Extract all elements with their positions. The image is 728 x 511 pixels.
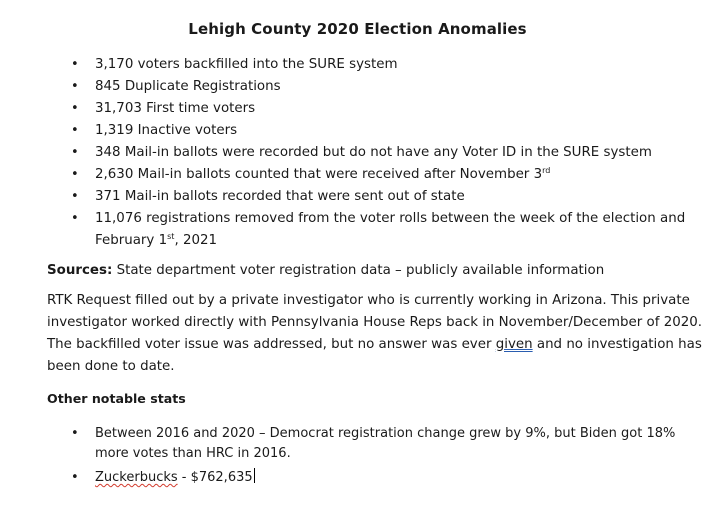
- list-item: • 3,170 voters backfilled into the SURE system: [47, 54, 708, 76]
- list-item: • 348 Mail-in ballots were recorded but do not have any Voter ID in the SURE system: [47, 142, 708, 164]
- list-item: • 2,630 Mail-in ballots counted that were received after November 3rd: [47, 164, 708, 186]
- list-item: • 1,319 Inactive voters: [47, 120, 708, 142]
- bullet-icon: •: [71, 57, 79, 72]
- list-item: • 845 Duplicate Registrations: [47, 76, 708, 98]
- text-cursor: [254, 468, 255, 483]
- given-word: given: [495, 337, 533, 352]
- list-item: • Zuckerbucks - $762,635: [47, 468, 708, 488]
- bullet-icon: •: [71, 145, 79, 160]
- sources-paragraph: Sources: State department voter registration data – publicly available information: [47, 263, 605, 278]
- spellcheck-word: Zuckerbucks: [95, 470, 178, 485]
- bullet-icon: •: [71, 426, 79, 441]
- document-title: Lehigh County 2020 Election Anomalies: [188, 20, 527, 38]
- list-item: • 31,703 First time voters: [47, 98, 708, 120]
- bullet-icon: •: [71, 167, 79, 182]
- rtk-paragraph: RTK Request filled out by a private investigator who is currently working in Arizona. This private investigator worked directly with Pennsylvania House Reps back in November/December of 2020. The backfilled voter issue was addressed, but no answer was ever given and no investigation has been done to date.: [47, 293, 703, 374]
- list-item: • 11,076 registrations removed from the voter rolls between the week of the election and February 1st, 2021: [47, 208, 708, 252]
- bullet-icon: •: [71, 79, 79, 94]
- other-stats-list: [47, 424, 708, 488]
- bullet-icon: •: [71, 211, 79, 226]
- bullet-icon: •: [71, 189, 79, 204]
- other-stats-heading: Other notable stats: [47, 391, 186, 406]
- list-item: • Between 2016 and 2020 – Democrat registration change grew by 9%, but Biden got 18% more votes than HRC in 2016.: [71, 426, 676, 461]
- sources-label: Sources:: [47, 263, 113, 278]
- bullet-icon: •: [71, 101, 79, 116]
- list-item: • 371 Mail-in ballots recorded that were sent out of state: [47, 186, 708, 208]
- bullet-icon: •: [71, 123, 79, 138]
- anomalies-list: [47, 54, 708, 252]
- bullet-icon: •: [71, 470, 79, 485]
